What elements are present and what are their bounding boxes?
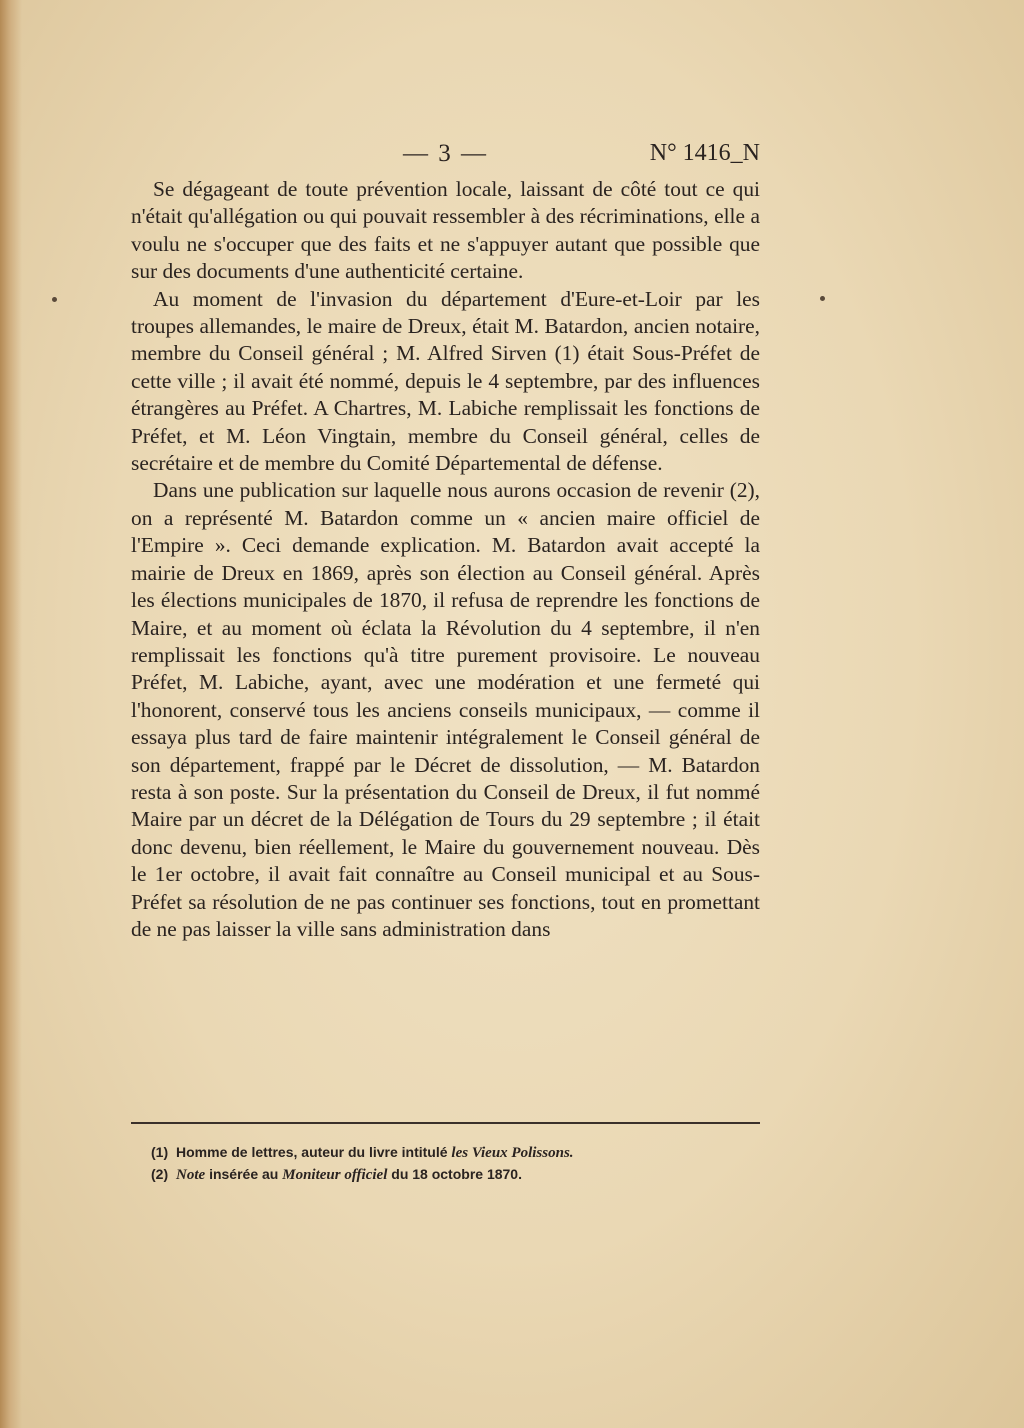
paragraph-1: Se dégageant de toute prévention locale, laissant de côté tout ce qui n'était qu'allégation ou qui pouvait ressembler à des récriminations, elle a voulu ne s'occuper que des faits et ne s'appuyer autant que possible que sur des documents d'une authenticité certaine. bbox=[131, 177, 760, 284]
page-header bbox=[131, 140, 760, 174]
footnote-note-word: Note bbox=[176, 1167, 206, 1183]
footnote-number: (1) bbox=[151, 1144, 169, 1160]
paper-speck bbox=[820, 296, 825, 301]
footnote-date: du 18 octobre 1870. bbox=[391, 1166, 522, 1182]
footnote-2 bbox=[151, 1164, 771, 1186]
page-number: — 3 — bbox=[403, 140, 488, 167]
paper-speck bbox=[52, 297, 57, 302]
footnote-publication-title: Moniteur officiel bbox=[282, 1167, 388, 1183]
page-spine-shadow bbox=[0, 0, 22, 1428]
footnote-separator-rule bbox=[131, 1122, 760, 1124]
footnote-text: insérée au bbox=[209, 1166, 279, 1182]
footnote-number: (2) bbox=[151, 1166, 169, 1182]
paragraph-2: Au moment de l'invasion du département d'Eure-et-Loir par les troupes allemandes, le maire de Dreux, était M. Batardon, ancien notaire, membre du Conseil général ; M. Alfred Sirven (1) était Sous-Préfet de cette ville ; il avait été nommé, depuis le 4 septembre, par des influences étrangères au Préfet. A Chartres, M. Labiche remplissait les fonctions de Préfet, et M. Léon Vingtain, membre du Conseil général, celles de secrétaire et de membre du Comité Départemental de défense. bbox=[131, 286, 760, 476]
footnote-text: Homme de lettres, auteur du livre intitulé bbox=[176, 1144, 448, 1160]
footnote-1 bbox=[151, 1142, 771, 1164]
paragraph-3: Dans une publication sur laquelle nous aurons occasion de revenir (2), on a représenté M. Batardon comme un « ancien maire officiel de l'Empire ». Ceci demande explication. M. Batardon avait accepté la mairie de Dreux en 1869, après son élection au Conseil général. Après les élections municipales de 1870, il refusa de reprendre les fonctions de Maire, et au moment où éclata la Révolution du 4 septembre, il n'en remplissait les fonctions qu'à titre purement provisoire. Le nouveau Préfet, M. Labiche, ayant, avec une modération et une fermeté qui l'honorent, conservé tous les anciens conseils municipaux, — comme il essaya plus tard de faire maintenir intégralement le Conseil général de son département, frappé par le Décret de dissolution, — M. Batardon resta à son poste. Sur la présentation du Conseil de Dreux, il fut nommé Maire par un décret de la Délégation de Tours du 29 septembre ; il était donc devenu, bien réellement, le Maire du gouvernement nouveau. Dès le 1er octobre, il avait fait connaître au Conseil municipal et au Sous-Préfet sa résolution de ne pas continuer ses fonctions, tout en promettant de ne pas laisser la ville sans administration dans bbox=[131, 478, 760, 941]
body-text bbox=[131, 176, 760, 943]
document-number: N° 1416_N bbox=[649, 140, 760, 166]
footnote-book-title: les Vieux Polissons. bbox=[451, 1145, 574, 1161]
footnotes bbox=[151, 1142, 771, 1186]
